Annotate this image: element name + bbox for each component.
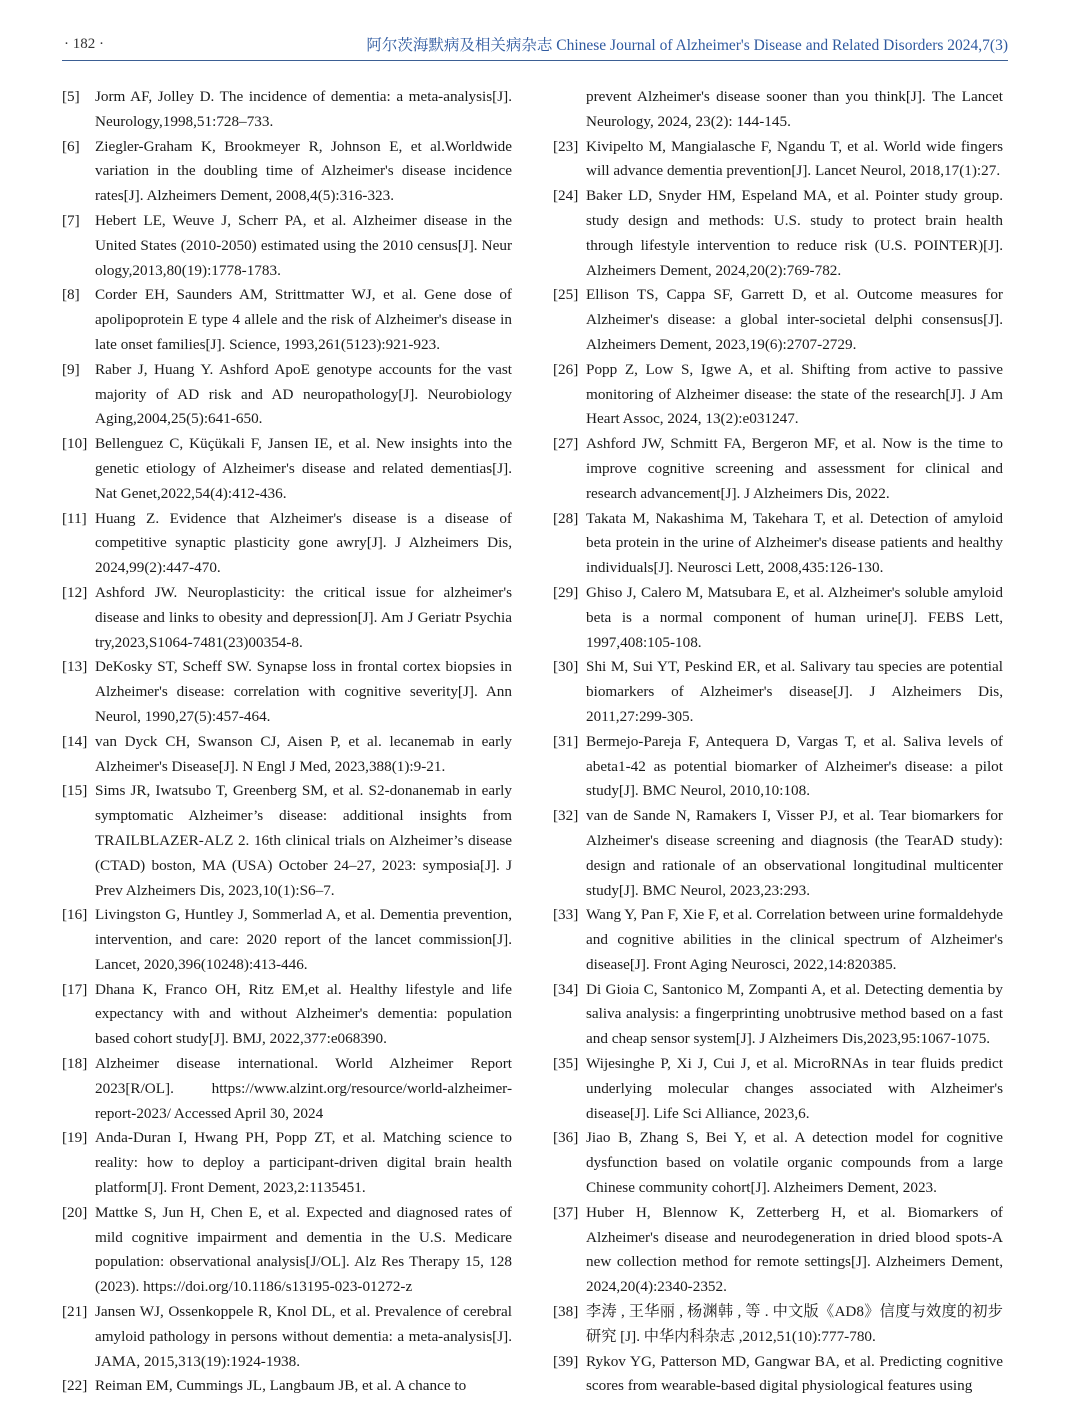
- reference-text: Takata M, Nakashima M, Takehara T, et al. Detection of amyloid beta protein in the urine of Alzheimer's disease patients and healthy individuals[J]. Neurosci Lett, 2008,435:126-130.: [586, 509, 1003, 577]
- reference-text: Reiman EM, Cummings JL, Langbaum JB, et al. A chance to: [95, 1377, 467, 1395]
- reference-item: [553, 507, 1003, 581]
- reference-number: [21]: [62, 1303, 88, 1321]
- reference-text: Huber H, Blennow K, Zetterberg H, et al. Biomarkers of Alzheimer's disease and neurodegeneration in dried blood spots-A new collection method for remote settings[J]. Alzheimers Dement, 2024,20(4):2340-2352.: [586, 1203, 1003, 1296]
- references-right-column: [553, 85, 1003, 1399]
- reference-text: van de Sande N, Ramakers I, Visser PJ, et al. Tear biomarkers for Alzheimer's disease screening and diagnosis (the TearAD study): design and rationale of an observational longitudinal multicenter study[J]. BMC Neurol, 2023,23:293.: [586, 807, 1003, 899]
- reference-number: [32]: [553, 807, 579, 825]
- reference-text: Ashford JW, Schmitt FA, Bergeron MF, et al. Now is the time to improve cognitive screening and assessment for clinical and research advancement[J]. J Alzheimers Dis, 2022.: [586, 435, 1003, 502]
- reference-item: [62, 507, 512, 581]
- reference-number: [29]: [553, 583, 579, 601]
- page-header: [62, 30, 1008, 61]
- reference-text: Ashford JW. Neuroplasticity: the critical issue for alzheimer's disease and links to obesity and depression[J]. Am J Geriatr Psychia try,2023,S1064-7481(23)00354-8.: [95, 583, 512, 651]
- reference-continuation: prevent Alzheimer's disease sooner than you think[J]. The Lancet Neurology, 2024, 23(2): 144-145.: [586, 88, 1003, 130]
- reference-text: Huang Z. Evidence that Alzheimer's disease is a disease of competitive synaptic plasticity gone awry[J]. J Alzheimers Dis, 2024,99(2):447-470.: [95, 509, 512, 577]
- reference-item: [553, 903, 1003, 977]
- reference-number: [38]: [553, 1303, 579, 1321]
- reference-item: [553, 1350, 1003, 1400]
- reference-text: Hebert LE, Weuve J, Scherr PA, et al. Alzheimer disease in the United States (2010-2050) estimated using the 2010 census[J]. Neur ology,2013,80(19):1778-1783.: [95, 211, 512, 279]
- reference-item: [553, 655, 1003, 729]
- reference-text: Sims JR, Iwatsubo T, Greenberg SM, et al. S2-donanemab in early symptomatic Alzheimer’s disease: additional insights from TRAILBLAZER-ALZ 2. 16th clinical trials on Alzheimer’s disease (CTAD) boston, MA (USA) October 24–27, 2023: symposia[J]. J Prev Alzheimers Dis, 2023,10(1):S6–7.: [95, 782, 512, 899]
- reference-number: [20]: [62, 1203, 88, 1221]
- reference-item: [553, 1201, 1003, 1300]
- reference-text: Ghiso J, Calero M, Matsubara E, et al. Alzheimer's soluble amyloid beta is a normal component of human urine[J]. FEBS Lett, 1997,408:105-108.: [586, 583, 1003, 651]
- reference-number: [6]: [62, 137, 80, 155]
- reference-number: [14]: [62, 732, 88, 750]
- reference-item: [553, 1126, 1003, 1200]
- reference-item: [62, 730, 512, 780]
- reference-item: [62, 1126, 512, 1200]
- reference-number: [17]: [62, 980, 88, 998]
- reference-number: [28]: [553, 509, 579, 527]
- reference-item: [62, 135, 512, 209]
- reference-text: Kivipelto M, Mangialasche F, Ngandu T, et al. World wide fingers will advance dementia prevention[J]. Lancet Neurol, 2018,17(1):27.: [586, 137, 1003, 180]
- reference-number: [24]: [553, 187, 579, 205]
- reference-item: [62, 85, 512, 135]
- reference-text: van Dyck CH, Swanson CJ, Aisen P, et al. lecanemab in early Alzheimer's Disease[J]. N Engl J Med, 2023,388(1):9-21.: [95, 732, 512, 775]
- reference-text: Rykov YG, Patterson MD, Gangwar BA, et al. Predicting cognitive scores from wearable-based digital physiological features using: [586, 1352, 1003, 1395]
- reference-item: [553, 358, 1003, 432]
- reference-item: [62, 358, 512, 432]
- reference-number: [10]: [62, 435, 88, 453]
- reference-text: Mattke S, Jun H, Chen E, et al. Expected and diagnosed rates of mild cognitive impairment and dementia in the U.S. Medicare population: observational analysis[J/OL]. Alz Res Therapy 15, 128 (2023). https://doi.org/10.1186/s13195-023-01272-z: [95, 1203, 512, 1296]
- reference-text: Anda-Duran I, Hwang PH, Popp ZT, et al. Matching science to reality: how to deploy a participant-driven digital brain health platform[J]. Front Dement, 2023,2:1135451.: [95, 1129, 512, 1197]
- reference-number: [15]: [62, 782, 88, 800]
- reference-number: [33]: [553, 906, 579, 924]
- reference-number: [37]: [553, 1203, 579, 1221]
- reference-text: Jorm AF, Jolley D. The incidence of dementia: a meta-analysis[J]. Neurology,1998,51:728–733.: [95, 88, 512, 130]
- reference-text: Ziegler-Graham K, Brookmeyer R, Johnson E, et al.Worldwide variation in the doubling time of Alzheimer's disease incidence rates[J]. Alzheimers Dement, 2008,4(5):316-323.: [95, 137, 512, 205]
- reference-item: [62, 1052, 512, 1126]
- reference-text: Bermejo-Pareja F, Antequera D, Vargas T, et al. Saliva levels of abeta1-42 as potential biomarker of Alzheimer's disease: a pilot study[J]. BMC Neurol, 2010,10:108.: [586, 732, 1003, 800]
- reference-item: [62, 903, 512, 977]
- reference-number: [11]: [62, 509, 87, 527]
- reference-item: [553, 978, 1003, 1052]
- reference-number: [30]: [553, 658, 579, 676]
- reference-number: [18]: [62, 1055, 88, 1073]
- reference-text: Baker LD, Snyder HM, Espeland MA, et al. Pointer study group. study design and methods: U.S. study to protect brain health through lifestyle intervention to reduce risk (U.S. POINTER)[J]. Alzheimers Dement, 2024,20(2):769-782.: [586, 187, 1003, 279]
- reference-text: Raber J, Huang Y. Ashford ApoE genotype accounts for the vast majority of AD risk and AD neuropathology[J]. Neurobiology Aging,2004,25(5):641-650.: [95, 360, 512, 428]
- references-left-column: [62, 85, 512, 1399]
- reference-item: [62, 1201, 512, 1300]
- reference-item: [553, 432, 1003, 506]
- reference-number: [12]: [62, 583, 88, 601]
- reference-text: Alzheimer disease international. World Alzheimer Report 2023[R/OL]. https://www.alzint.org/resource/world-alzheimer-report-2023/ Accessed April 30, 2024: [95, 1055, 512, 1122]
- reference-number: [36]: [553, 1129, 579, 1147]
- reference-number: [26]: [553, 360, 579, 378]
- reference-text: Popp Z, Low S, Igwe A, et al. Shifting from active to passive monitoring of Alzheimer disease: the state of the research[J]. J Am Heart Assoc, 2024, 13(2):e031247.: [586, 360, 1003, 428]
- reference-text: Bellenguez C, Küçükali F, Jansen IE, et al. New insights into the genetic etiology of Alzheimer's disease and related dementias[J]. Nat Genet,2022,54(4):412-436.: [95, 435, 512, 502]
- reference-number: [23]: [553, 137, 579, 155]
- reference-number: [5]: [62, 88, 80, 105]
- reference-text: Jiao B, Zhang S, Bei Y, et al. A detection model for cognitive dysfunction based on volatile organic compounds from a large Chinese community cohort[J]. Alzheimers Dement, 2023.: [586, 1129, 1003, 1197]
- journal-title: 阿尔茨海默病及相关病杂志 Chinese Journal of Alzheimer's Disease and Related Disorders 2024,7(3): [366, 37, 1008, 54]
- reference-item: [553, 730, 1003, 804]
- reference-item: [553, 1300, 1003, 1350]
- reference-item: [553, 581, 1003, 655]
- reference-text: Wijesinghe P, Xi J, Cui J, et al. MicroRNAs in tear fluids predict underlying molecular changes associated with Alzheimer's disease[J]. Life Sci Alliance, 2023,6.: [586, 1055, 1003, 1122]
- reference-item: [62, 432, 512, 506]
- reference-number: [7]: [62, 211, 80, 229]
- reference-item: [62, 581, 512, 655]
- reference-number: [19]: [62, 1129, 88, 1147]
- reference-number: [27]: [553, 435, 579, 453]
- reference-text: Jansen WJ, Ossenkoppele R, Knol DL, et al. Prevalence of cerebral amyloid pathology in persons without dementia: a meta-analysis[J]. JAMA, 2015,313(19):1924-1938.: [95, 1303, 512, 1370]
- reference-text: Corder EH, Saunders AM, Strittmatter WJ, et al. Gene dose of apolipoprotein E type 4 allele and the risk of Alzheimer's disease in late onset families[J]. Science, 1993,261(5123):921-923.: [95, 286, 512, 353]
- reference-number: [35]: [553, 1055, 579, 1073]
- reference-text: Shi M, Sui YT, Peskind ER, et al. Salivary tau species are potential biomarkers of Alzheimer's disease[J]. J Alzheimers Dis, 2011,27:299-305.: [586, 658, 1003, 725]
- reference-item: [62, 779, 512, 903]
- reference-item: [62, 283, 512, 357]
- reference-number: [16]: [62, 906, 88, 924]
- reference-item: [62, 209, 512, 283]
- reference-item: [553, 1052, 1003, 1126]
- page-number: · 182 ·: [64, 36, 104, 52]
- reference-number: [8]: [62, 286, 80, 304]
- reference-text: Ellison TS, Cappa SF, Garrett D, et al. Outcome measures for Alzheimer's disease: a global inter-societal delphi consensus[J]. Alzheimers Dement, 2023,19(6):2707-2729.: [586, 286, 1003, 353]
- reference-item: [62, 1300, 512, 1374]
- reference-number: [39]: [553, 1352, 579, 1370]
- reference-item: [553, 804, 1003, 903]
- reference-number: [13]: [62, 658, 88, 676]
- reference-item: [62, 978, 512, 1052]
- reference-number: [31]: [553, 732, 579, 750]
- reference-text: Livingston G, Huntley J, Sommerlad A, et al. Dementia prevention, intervention, and care: 2020 report of the lancet commission[J]. Lancet, 2020,396(10248):413-446.: [95, 906, 512, 973]
- reference-item: [553, 135, 1003, 185]
- reference-text: Wang Y, Pan F, Xie F, et al. Correlation between urine formaldehyde and cognitive abilities in the clinical spectrum of Alzheimer's disease[J]. Front Aging Neurosci, 2022,14:820385.: [586, 906, 1003, 973]
- reference-number: [9]: [62, 360, 80, 378]
- reference-text: Dhana K, Franco OH, Ritz EM,et al. Healthy lifestyle and life expectancy with and without Alzheimer's dementia: population based cohort study[J]. BMJ, 2022,377:e068390.: [95, 980, 512, 1048]
- reference-text: 李涛 , 王华丽 , 杨渊韩 , 等 . 中文版《AD8》信度与效度的初步研究 [J]. 中华内科杂志 ,2012,51(10):777-780.: [586, 1303, 1003, 1345]
- reference-number: [22]: [62, 1377, 88, 1395]
- reference-item: [62, 1374, 512, 1399]
- reference-item: [553, 184, 1003, 283]
- reference-text: DeKosky ST, Scheff SW. Synapse loss in frontal cortex biopsies in Alzheimer's disease: correlation with cognitive severity[J]. Ann Neurol, 1990,27(5):457-464.: [95, 658, 512, 725]
- reference-number: [25]: [553, 286, 579, 304]
- reference-text: Di Gioia C, Santonico M, Zompanti A, et al. Detecting dementia by saliva analysis: a fingerprinting unobtrusive method based on a fast and cheap sensor system[J]. J Alzheimers Dis,2023,95:1067-1075.: [586, 980, 1003, 1048]
- reference-item: [553, 283, 1003, 357]
- reference-item: [62, 655, 512, 729]
- reference-number: [34]: [553, 980, 579, 998]
